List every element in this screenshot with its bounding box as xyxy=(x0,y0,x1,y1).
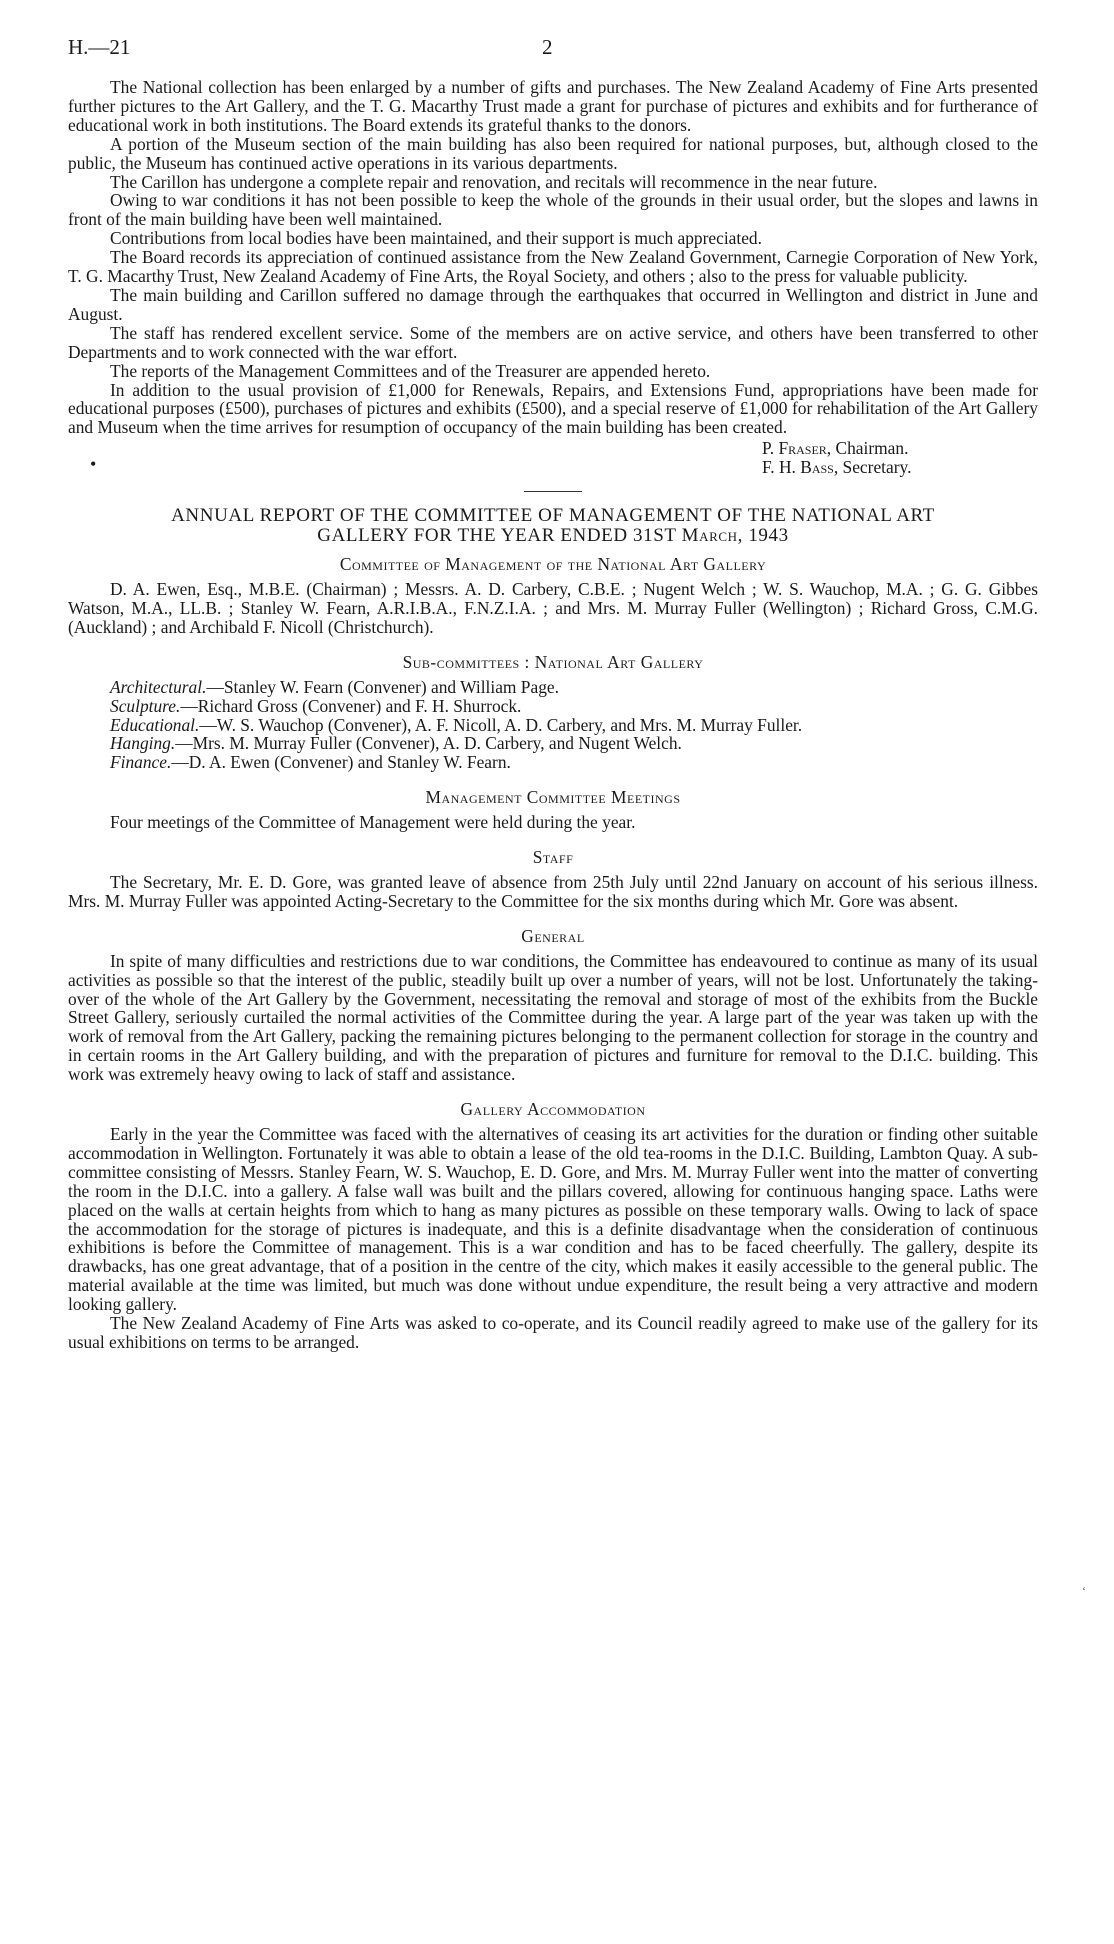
paragraph-museum: A portion of the Museum section of the main building has also been required for national purposes, but, although closed to the public, the Museum has continued active operations in its various departments. xyxy=(68,133,1038,173)
paragraph-grounds: Owing to war conditions it has not been possible to keep the whole of the grounds in their usual order, but the slopes and lawns in front of the main building have been well maintained. xyxy=(68,190,1038,230)
signature-chairman: P. Fraser, Chairman. xyxy=(762,438,909,459)
margin-mark: ‘ xyxy=(1082,1584,1086,1598)
report-reference: H.—21 xyxy=(68,35,131,59)
paragraph-carillon: The Carillon has undergone a complete repair and renovation, and recitals will recommence in the near future. xyxy=(110,171,878,192)
academy-paragraph: The New Zealand Academy of Fine Arts was asked to co-operate, and its Council readily agreed to make use of the gallery for its usual exhibitions on terms to be arranged. xyxy=(68,1313,1038,1352)
subcommittee-sculpture: Sculpture.—Richard Gross (Convener) and F. H. Shurrock. xyxy=(110,695,522,716)
meetings-paragraph: Four meetings of the Committee of Management were held during the year. xyxy=(110,812,636,833)
committee-heading: Committee of Management of the National Art Gallery xyxy=(339,554,767,575)
paragraph-appreciation: The Board records its appreciation of continued assistance from the New Zealand Government, Carnegie Corporation of New York, T. G. Macarthy Trust, New Zealand Academy of Fine Arts, the Royal Society, and others ; also to the press for valuable publicity. xyxy=(68,247,1038,287)
section-divider xyxy=(524,491,582,492)
paragraph-contributions: Contributions from local bodies have been maintained, and their support is much appreciated. xyxy=(110,228,762,249)
paragraph-earthquakes: The main building and Carillon suffered no damage through the earthquakes that occurred in Wellington and district in June and August. xyxy=(68,284,1038,324)
report-title: ANNUAL REPORT OF THE COMMITTEE OF MANAGEMENT OF THE NATIONAL ART GALLERY FOR THE YEAR ENDED 31ST March, 1943 xyxy=(171,505,935,547)
general-heading: General xyxy=(521,925,585,946)
meetings-heading: Management Committee Meetings xyxy=(425,787,681,808)
subcommittee-list xyxy=(68,678,1038,773)
staff-paragraph: The Secretary, Mr. E. D. Gore, was granted leave of absence from 25th July until 22nd January on account of his serious illness. Mrs. M. Murray Fuller was appointed Acting-Secretary to the Committee for the six months during which Mr. Gore was absent. xyxy=(68,872,1038,911)
paragraph-appropriations: In addition to the usual provision of £1,000 for Renewals, Repairs, and Extensions Fund, appropriations have been made for educational purposes (£500), purchases of pictures and exhibits (£500), and a special reserve of £1,000 for rehabilitation of the Art Gallery and Museum when the time arrives for resumption of occupancy of the main building has been created. xyxy=(68,379,1038,438)
page-number: 2 xyxy=(542,35,553,59)
stray-mark: • xyxy=(90,454,97,475)
subcommittees-heading: Sub-committees : National Art Gallery xyxy=(402,651,704,672)
subcommittee-architectural: Architectural.—Stanley W. Fearn (Convener) and William Page. xyxy=(110,676,559,697)
paragraph-reports: The reports of the Management Committees and of the Treasurer are appended hereto. xyxy=(110,360,711,381)
accommodation-paragraph: Early in the year the Committee was faced with the alternatives of ceasing its art activities for the duration or finding other suitable accommodation in Wellington. Fortunately it was able to obtain a lease of the old tea-rooms in the D.I.C. Building, Lambton Quay. A sub-committee consisting of Messrs. Stanley Fearn, W. S. Wauchop, E. D. Gore, and Mrs. M. Murray Fuller went into the matter of converting the room in the D.I.C. into a gallery. A false wall was built and the pillars covered, allowing for continuous hanging space. Laths were placed on the walls at certain heights from which to hang as many pictures as possible on these temporary walls. Owing to lack of space the accommodation for the storage of pictures is inadequate, and this is a definite disadvantage when the consideration of continuous exhibitions is before the Committee of management. This is a war condition and has to be faced cheerfully. The gallery, despite its drawbacks, has one great advantage, that of a position in the centre of the city, which makes it easily accessible to the general public. The material available at the time was limited, but much was done without undue expenditure, the result being a very attractive and modern looking gallery. xyxy=(68,1123,1038,1315)
subcommittee-hanging: Hanging.—Mrs. M. Murray Fuller (Convener), A. D. Carbery, and Nugent Welch. xyxy=(110,733,682,754)
staff-heading: Staff xyxy=(532,847,574,868)
paragraph-staff-service: The staff has rendered excellent service. Some of the members are on active service, and others have been transferred to other Departments and to work connected with the war effort. xyxy=(68,322,1038,362)
general-paragraph: In spite of many difficulties and restrictions due to war conditions, the Committee has endeavoured to continue as many of its usual activities as possible so that the interest of the public, steadily built up over a number of years, will not be lost. Unfortunately the taking-over of the whole of the Art Gallery by the Government, necessitating the removal and storage of most of the exhibits from the Buckle Street Gallery, seriously curtailed the normal activities of the Committee during the year. A large part of the year was taken up with the work of removal from the Art Gallery, packing the remaining pictures belonging to the permanent collection for storage in the country and in certain rooms in the Art Gallery building, and with the preparation of pictures and furniture for removal to the D.I.C. building. This work was extremely heavy owing to lack of staff and assistance. xyxy=(68,950,1038,1085)
subcommittee-finance: Finance.—D. A. Ewen (Convener) and Stanley W. Fearn. xyxy=(110,752,511,773)
signature-block xyxy=(68,437,1038,479)
subcommittee-educational: Educational.—W. S. Wauchop (Convener), A. F. Nicoll, A. D. Carbery, and Mrs. M. Murray Fuller. xyxy=(110,714,803,735)
paragraph-collection: The National collection has been enlarged by a number of gifts and purchases. The New Zealand Academy of Fine Arts presented further pictures to the Art Gallery, and the T. G. Macarthy Trust made a grant for purchase of pictures and exhibits and for furtherance of educational work in both institutions. The Board extends its grateful thanks to the donors. xyxy=(68,77,1038,135)
committee-members: D. A. Ewen, Esq., M.B.E. (Chairman) ; Messrs. A. D. Carbery, C.B.E. ; Nugent Welch ; W. S. Wauchop, M.A. ; G. G. Gibbes Watson, M.A., LL.B. ; Stanley W. Fearn, A.R.I.B.A., F.N.Z.I.A. ; and Mrs. M. Murray Fuller (Wellington) ; Richard Gross, C.M.G. (Auckland) ; and Archibald F. Nicoll (Christchurch). xyxy=(68,579,1038,637)
running-header xyxy=(68,35,1038,78)
accommodation-heading: Gallery Accommodation xyxy=(460,1099,646,1120)
signature-secretary: F. H. Bass, Secretary. xyxy=(762,457,912,478)
